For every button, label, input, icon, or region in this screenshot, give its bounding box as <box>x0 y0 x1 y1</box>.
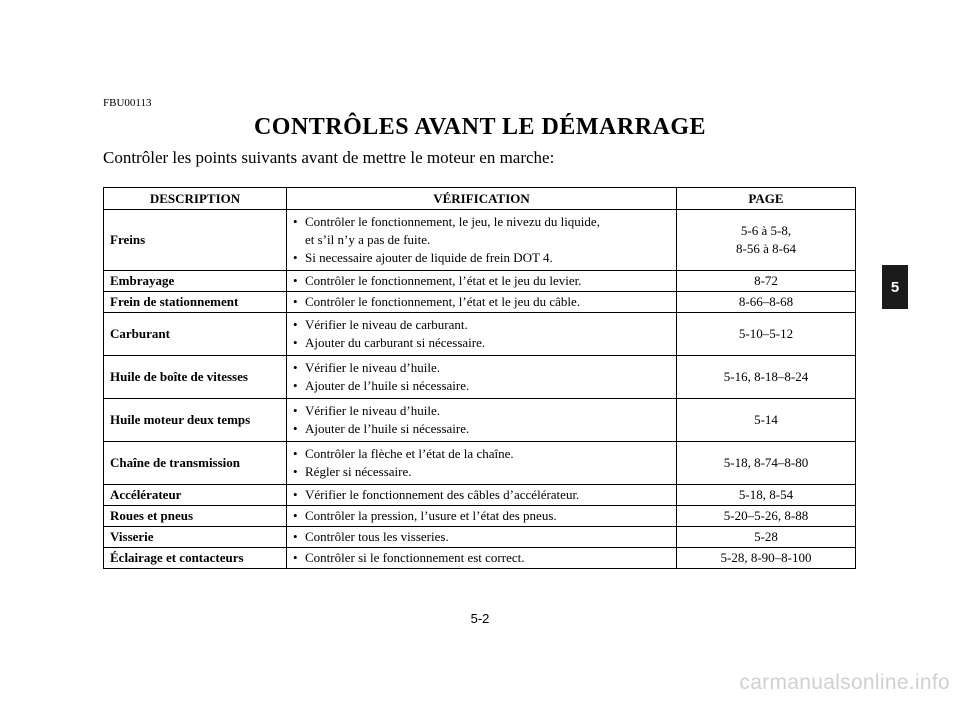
check-item: • Contrôler la pression, l’usure et l’état des pneus. <box>293 507 670 525</box>
table-row <box>104 313 856 356</box>
row-page <box>677 210 856 271</box>
page-ref: 5-6 à 5-8, <box>740 223 792 238</box>
table-row <box>104 527 856 548</box>
check-item: • Ajouter de l’huile si nécessaire. <box>293 377 670 395</box>
row-verification <box>287 271 677 292</box>
row-verification <box>287 210 677 271</box>
header-verification: VÉRIFICATION <box>287 188 677 210</box>
check-item-continuation: et s’il n’y a pas de fuite. <box>305 232 431 247</box>
row-verification <box>287 399 677 442</box>
table-row <box>104 548 856 569</box>
row-description: Carburant <box>104 313 287 356</box>
table-row <box>104 485 856 506</box>
row-description: Huile de boîte de vitesses <box>104 356 287 399</box>
row-description: Visserie <box>104 527 287 548</box>
document-code: FBU00113 <box>103 97 152 109</box>
table-row <box>104 210 856 271</box>
row-verification <box>287 292 677 313</box>
table-row <box>104 356 856 399</box>
row-page: 5-10–5-12 <box>677 313 856 356</box>
check-item: • Régler si nécessaire. <box>293 463 670 481</box>
page-title: CONTRÔLES AVANT LE DÉMARRAGE <box>253 114 707 140</box>
row-verification <box>287 527 677 548</box>
check-item: • Ajouter de l’huile si nécessaire. <box>293 420 670 438</box>
row-page: 5-16, 8-18–8-24 <box>677 356 856 399</box>
header-description: DESCRIPTION <box>104 188 287 210</box>
table-row <box>104 292 856 313</box>
checklist-table <box>103 187 856 569</box>
row-page: 5-28 <box>677 527 856 548</box>
watermark: carmanualsonline.info <box>739 671 950 694</box>
check-item: • Contrôler si le fonctionnement est correct. <box>293 549 670 567</box>
check-item: • Vérifier le niveau d’huile. <box>293 359 670 377</box>
row-verification <box>287 313 677 356</box>
check-item: • Ajouter du carburant si nécessaire. <box>293 334 670 352</box>
row-verification <box>287 442 677 485</box>
page-number: 5-2 <box>470 611 490 626</box>
check-item: • Contrôler le fonctionnement, l’état et le jeu du câble. <box>293 293 670 311</box>
row-page: 5-14 <box>677 399 856 442</box>
row-description: Éclairage et contacteurs <box>104 548 287 569</box>
row-page: 8-72 <box>677 271 856 292</box>
check-item: • Si necessaire ajouter de liquide de frein DOT 4. <box>293 249 670 267</box>
table-header-row <box>104 188 856 210</box>
row-verification <box>287 548 677 569</box>
check-item: • Vérifier le niveau de carburant. <box>293 316 670 334</box>
table-row <box>104 399 856 442</box>
row-page: 5-18, 8-74–8-80 <box>677 442 856 485</box>
table-row <box>104 442 856 485</box>
check-item: • Vérifier le niveau d’huile. <box>293 402 670 420</box>
row-description: Accélérateur <box>104 485 287 506</box>
row-page: 5-20–5-26, 8-88 <box>677 506 856 527</box>
page-ref: 8-56 à 8-64 <box>736 241 796 256</box>
header-page: PAGE <box>677 188 856 210</box>
table-row <box>104 271 856 292</box>
row-description: Huile moteur deux temps <box>104 399 287 442</box>
check-item: • Contrôler la flèche et l’état de la chaîne. <box>293 445 670 463</box>
row-description: Chaîne de transmission <box>104 442 287 485</box>
check-item: • Contrôler tous les visseries. <box>293 528 670 546</box>
row-description: Freins <box>104 210 287 271</box>
row-verification <box>287 356 677 399</box>
row-page: 5-18, 8-54 <box>677 485 856 506</box>
row-verification <box>287 506 677 527</box>
chapter-tab: 5 <box>882 265 908 309</box>
check-item: • Vérifier le fonctionnement des câbles d’accélérateur. <box>293 486 670 504</box>
row-description: Frein de stationnement <box>104 292 287 313</box>
row-description: Embrayage <box>104 271 287 292</box>
row-verification <box>287 485 677 506</box>
check-item: • Contrôler le fonctionnement, le jeu, le nivezu du liquide, <box>293 213 670 231</box>
row-description: Roues et pneus <box>104 506 287 527</box>
intro-text: Contrôler les points suivants avant de mettre le moteur en marche: <box>103 148 555 167</box>
check-item: • Contrôler le fonctionnement, l’état et le jeu du levier. <box>293 272 670 290</box>
row-page: 8-66–8-68 <box>677 292 856 313</box>
table-row <box>104 506 856 527</box>
row-page: 5-28, 8-90–8-100 <box>677 548 856 569</box>
